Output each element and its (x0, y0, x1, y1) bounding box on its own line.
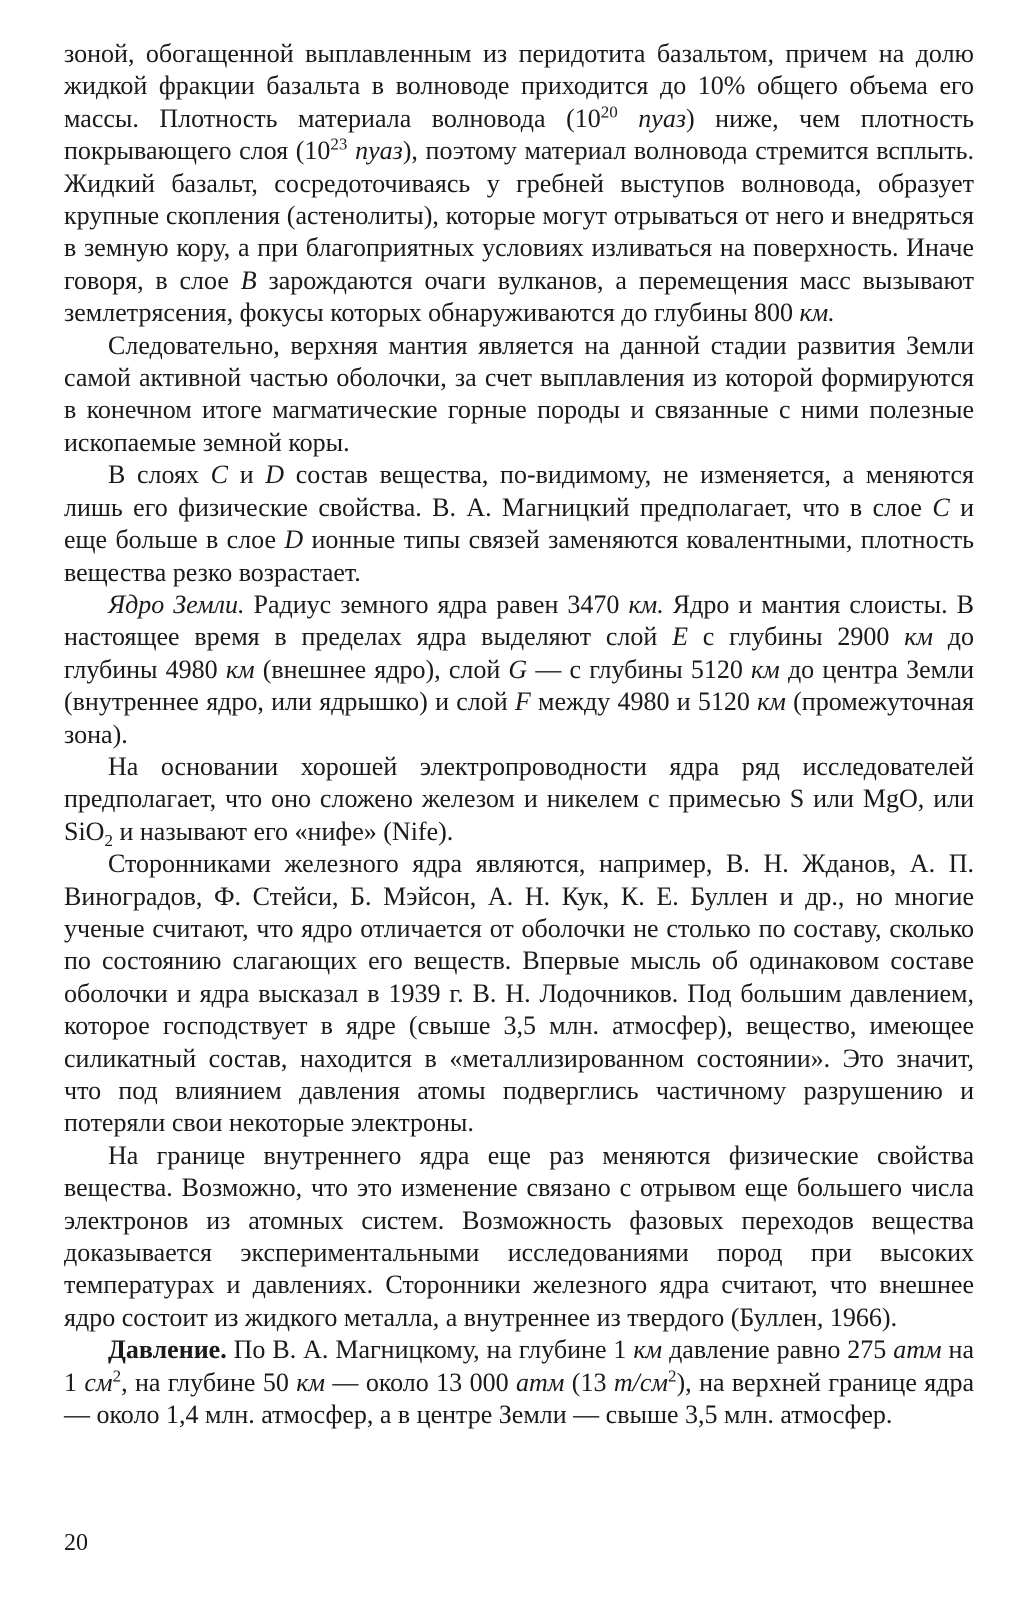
paragraph-p5 (64, 751, 974, 848)
run-italic: км (633, 1335, 663, 1365)
paragraph-p4 (64, 589, 974, 751)
run-italic: км (904, 622, 933, 652)
run-italic: км. (628, 589, 664, 619)
run-heading: Давление. (108, 1335, 227, 1365)
run-italic: Ядро Земли. (108, 589, 245, 619)
run-text: Ядро и мантия слоисты. В настоящее время в пределах ядра выделяют слой (64, 589, 975, 652)
run-text: и (228, 460, 266, 490)
run-text: (внешнее ядро), слой (254, 654, 509, 684)
paragraph-p8 (64, 1334, 974, 1431)
run-italic: т/см (613, 1367, 668, 1397)
run-text: На основании хорошей электропроводности ядра ряд исследователей предполагает, что оно сложено железом и никелем с примесью S или MgO, или SiO (64, 751, 974, 846)
run-text: По В. А. Магницкому, на глубине 1 (226, 1335, 634, 1365)
run-text: состав вещества, по-видимому, не изменяется, а меняются лишь его физические свойства. В. А. Магницкий предполагает, что в слое (64, 460, 974, 522)
run-italic: пуаз (355, 136, 403, 166)
run-text: , на глубине 50 (121, 1367, 297, 1397)
run-italic: С (210, 460, 229, 490)
paragraph-p2 (64, 330, 974, 460)
run-subscript: 2 (104, 830, 113, 850)
run-text: Следовательно, верхняя мантия является на данной стадии развития Земли самой активной частью оболочки, за счет выплавления из которой формируются в конечном итоге магматические горные породы и связанные с ними полезные ископаемые земной коры. (64, 330, 974, 457)
run-italic: атм (516, 1367, 565, 1397)
run-text: ионные типы связей заменяются ковалентными, плотность вещества резко возрастает. (64, 525, 974, 587)
run-superscript: 2 (112, 1366, 122, 1385)
paragraph-p6 (64, 848, 974, 1140)
run-italic: Е (672, 622, 688, 652)
run-text: зарождаются очаги вулканов, а перемещения масс вызывают землетрясения, фокусы которых обнаруживаются до глубины 800 (64, 265, 974, 328)
run-italic: см (84, 1367, 113, 1397)
run-italic: км (296, 1367, 325, 1397)
run-italic: G (508, 654, 528, 684)
run-text: — около 13 000 (325, 1367, 516, 1397)
run-text: с глубины 2900 (687, 622, 905, 652)
paragraph-p1 (64, 38, 974, 330)
run-italic: F (514, 687, 531, 717)
run-text (618, 104, 639, 133)
run-text: до центра Земли (внутреннее ядро, или ядрышко) и слой (64, 654, 974, 717)
paragraph-p3 (64, 459, 974, 589)
run-italic: атм (893, 1335, 942, 1365)
run-text: На границе внутреннего ядра еще раз меняются физические свойства вещества. Возможно, что это изменение связано с отрывом еще большего числа электронов из атомных систем. Возможность фазовых переходов вещества доказывается экспериментальными исследованиями пород при высоких температурах и давлениях. Сторонники железного ядра считают, что внешнее ядро состоит из жидкого металла, а внутреннее из твердого (Буллен, 1966). (64, 1140, 974, 1332)
run-text: — с глубины 5120 (527, 654, 752, 684)
paragraph-p7 (64, 1140, 974, 1334)
run-text: между 4980 и 5120 (530, 687, 758, 717)
run-superscript: 20 (600, 102, 618, 122)
run-italic: км (751, 654, 780, 684)
run-text: и называют его «нифе» (Nife). (112, 816, 454, 846)
run-text: ), поэтому материал волновода стремится всплыть. Жидкий базальт, сосредоточиваясь у гребней выступов волновода, образует крупные скопления (астенолиты), которые могут отрываться от него и внедряться в земную кору, а при благоприятных условиях изливаться на поверхность. Иначе говоря, в слое (64, 136, 974, 295)
run-text: (13 (564, 1367, 614, 1397)
run-text: (промежуточная зона). (64, 687, 974, 749)
run-text: ) ниже, чем плотность покрывающего слоя (10 (64, 103, 975, 166)
run-text: на 1 (64, 1335, 974, 1397)
page-text-body (64, 38, 974, 1431)
run-italic: С (932, 492, 950, 522)
run-italic: км. (799, 298, 835, 328)
run-text: ), на верхней границе ядра — около 1,4 млн. атмосфер, а в центре Земли — свыше 3,5 млн. атмосфер. (64, 1367, 974, 1430)
run-text: Сторонниками железного ядра являются, например, В. Н. Жданов, А. П. Виноградов, Ф. Стейси, Б. Мэйсон, А. Н. Кук, К. Е. Буллен и др., но многие ученые считают, что ядро отличается от оболочки не столько по составу, сколько по состоянию слагающих его веществ. Впервые мысль об одинаковом составе оболочки и ядра высказал в 1939 г. В. Н. Лодочников. Под большим давлением, которое господствует в ядре (свыше 3,5 млн. атмосфер), вещество, имеющее силикатный состав, находится в «металлизированном состоянии». Это значит, что под влиянием давления атомы подверглись частичному разрушению и потеряли свои некоторые электроны. (64, 849, 974, 1138)
run-superscript: 2 (668, 1366, 677, 1385)
run-text (347, 136, 355, 165)
run-italic: D (284, 525, 304, 555)
run-text: В слоях (108, 460, 211, 490)
run-italic: пуаз (638, 103, 686, 133)
run-text: до глубины 4980 (64, 622, 974, 684)
run-text: зоной, обогащенной выплавленным из перидотита базальтом, причем на долю жидкой фракции базальта в волноводе приходится до 10% общего объема его массы. Плотность материала волновода (10 (64, 39, 974, 133)
run-text: Радиус земного ядра равен 3470 (244, 589, 629, 619)
run-text: давление равно 275 (662, 1335, 894, 1365)
page-number: 20 (64, 1530, 88, 1556)
run-italic: км (225, 654, 255, 684)
run-italic: км (757, 687, 786, 717)
run-superscript: 23 (330, 134, 348, 154)
run-italic: D (265, 460, 285, 490)
run-italic: В (240, 265, 257, 295)
run-text: и еще больше в слое (64, 492, 974, 555)
